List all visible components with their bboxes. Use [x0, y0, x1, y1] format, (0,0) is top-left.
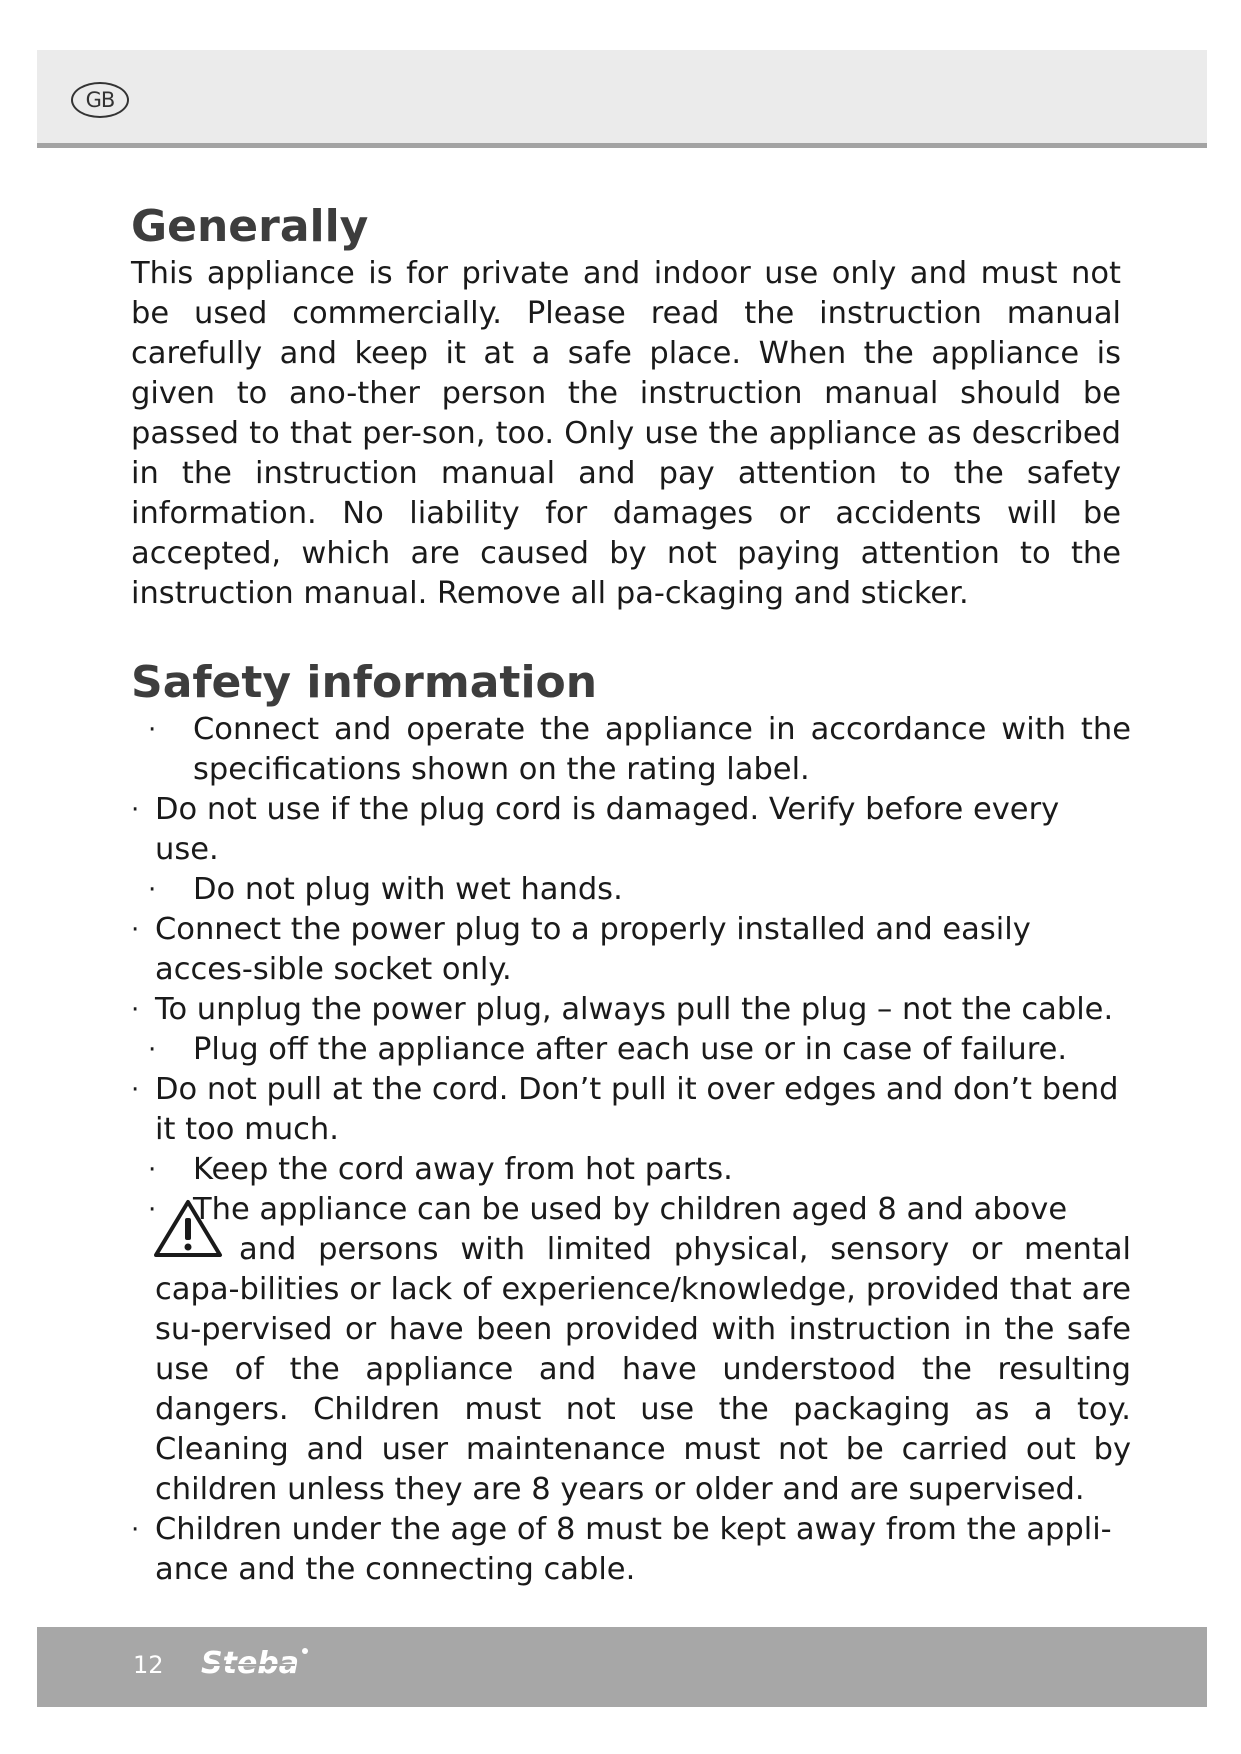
- bullet-icon: ·: [131, 1075, 140, 1105]
- bullet-icon: ·: [131, 995, 140, 1025]
- safety-list: [131, 710, 1131, 1590]
- bullet-icon: ·: [148, 875, 157, 905]
- svg-text:Steba: Steba: [201, 1646, 300, 1681]
- bullet-icon: ·: [148, 1195, 157, 1225]
- steba-logo: [197, 1639, 327, 1689]
- bullet-icon: ·: [148, 715, 157, 745]
- list-item: · Connect the power plug to a properly installed and easily acces-sible socket only.: [131, 912, 1031, 987]
- section-title-generally: Generally: [131, 201, 369, 252]
- bullet-icon: ·: [131, 915, 140, 945]
- page-number: 12: [133, 1651, 164, 1679]
- list-item: · Do not use if the plug cord is damaged. Verify before every use.: [131, 792, 1060, 867]
- page-header: [37, 50, 1207, 148]
- warning-triangle-icon: [153, 1198, 223, 1258]
- bullet-icon: ·: [131, 1515, 140, 1545]
- page-content: [131, 200, 1131, 1590]
- language-badge: GB: [71, 82, 129, 118]
- list-item-children-warning: · The appliance can be used by children aged 8 and above and persons with limited physical, sensory or mental capa-bilities or lack of experience/knowledge, provided that are su-pervised or have been provided with instruction in the safe use of the appliance and have understood the resulting dangers. Children must not use the packaging as a toy. Cleaning and user maintenance must not be carried out by children unless they are 8 years or older and are supervised.: [148, 1192, 1131, 1507]
- page-footer: [37, 1627, 1207, 1707]
- list-item: · Do not plug with wet hands.: [131, 870, 1131, 910]
- list-item: · Do not pull at the cord. Don’t pull it over edges and don’t bend it too much.: [131, 1072, 1119, 1147]
- bullet-icon: ·: [148, 1035, 157, 1065]
- generally-paragraph: This appliance is for private and indoor use only and must not be used commercially. Please read the instruction manual carefully and keep it at a safe place. When the appliance is given to ano-ther person the instruction manual should be passed to that per-son, too. Only use the appliance as described in the instruction manual and pay attention to the safety information. No liability for damages or accidents will be accepted, which are caused by not paying attention to the instruction manual. Remove all pa-ckaging and sticker.: [131, 256, 1121, 611]
- section-title-safety: Safety information: [131, 657, 598, 708]
- list-item: · To unplug the power plug, always pull the plug – not the cable.: [131, 990, 1131, 1030]
- list-item: · Keep the cord away from hot parts.: [131, 1150, 1131, 1190]
- list-item: · Plug off the appliance after each use or in case of failure.: [131, 1030, 1131, 1070]
- bullet-icon: ·: [148, 1155, 157, 1185]
- list-item: · Children under the age of 8 must be kept away from the appli-ance and the connecting cable.: [131, 1512, 1112, 1587]
- list-item: · Connect and operate the appliance in accordance with the specifications shown on the rating label.: [148, 712, 1131, 787]
- bullet-icon: ·: [131, 795, 140, 825]
